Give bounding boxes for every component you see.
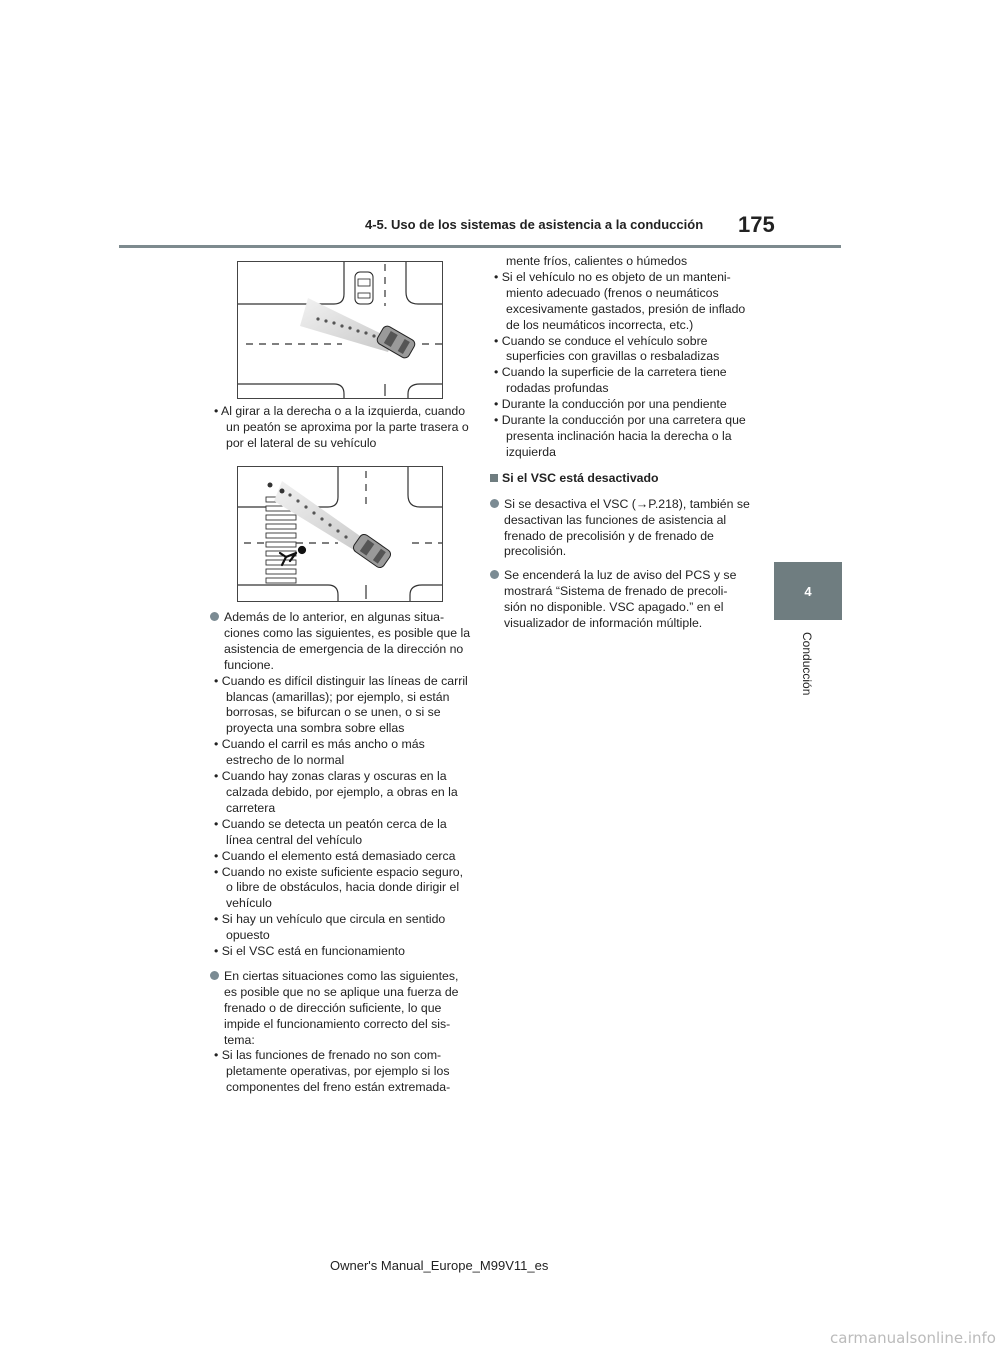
list-item: • Cuando es difícil distinguir las líneas de carril blancas (amarillas); por ejemplo, si están borrosas, se bifurcan o se unen, o si se proyecta una sombra sobre ellas <box>214 673 468 736</box>
list-item: • Cuando hay zonas claras y oscuras en la calzada debido, por ejemplo, a obras en la carretera <box>214 769 458 815</box>
list-item: • Cuando se conduce el vehículo sobre superficies con gravillas o resbaladizas <box>494 333 720 364</box>
bullet-circle-icon <box>210 971 219 980</box>
reference-arrow-icon: → <box>635 496 649 511</box>
chapter-label: Conducción <box>800 632 814 696</box>
list-item: • Durante la conducción por una pendiente <box>494 397 727 412</box>
left-column <box>210 604 472 1096</box>
chapter-tab <box>774 562 842 620</box>
watermark: carmanualsonline.info <box>830 1329 996 1347</box>
continuation-text: mente fríos, calientes o húmedos <box>506 254 688 268</box>
page-number: 175 <box>738 212 775 237</box>
bullet-circle-icon <box>210 612 219 621</box>
footer-manual-id: Owner's Manual_Europe_M99V11_es <box>330 1258 549 1273</box>
section-square-icon <box>490 474 498 482</box>
list-item: • Al girar a la derecha o a la izquierda, cuando un peatón se aproxima por la parte trasera o por el lateral de su vehículo <box>214 404 469 450</box>
circle-point-vsc-2: Se encenderá la luz de aviso del PCS y se mostrará “Sistema de frenado de precoli- sión no disponible. VSC apagado.” en el visualizador de información múltiple. <box>490 568 752 632</box>
circle-point-2: En ciertas situaciones como las siguientes, es posible que no se aplique una fuerza de frenado o de dirección suficiente, lo que impide el funcionamiento correcto del sis- tema: <box>210 969 472 1049</box>
list-item: • Si el VSC está en funcionamiento <box>214 944 405 959</box>
figure-turning-car <box>237 261 443 399</box>
list-item: • Cuando el carril es más ancho o más estrecho de lo normal <box>214 737 425 768</box>
list-item: • Cuando no existe suficiente espacio seguro, o libre de obstáculos, hacia donde dirigir el vehículo <box>214 864 464 911</box>
list-item: • Si las funciones de frenado no son com- pletamente operativas, por ejemplo si los componentes del freno están extremada- <box>214 1048 451 1095</box>
list-item: • Si el vehículo no es objeto de un manteni- miento adecuado (frenos o neumáticos excesivamente gastados, presión de inflado de los neumáticos incorrecta, etc.) <box>494 269 746 332</box>
page-reference-link[interactable]: P.218 <box>648 496 679 511</box>
circle-point-1: Además de lo anterior, en algunas situa- ciones como las siguientes, es posible que la asistencia de emergencia de la dirección no funcione. <box>210 610 472 674</box>
section-heading: Si el VSC está desactivado <box>490 471 752 487</box>
list-item: • Si hay un vehículo que circula en sentido opuesto <box>214 912 446 943</box>
figure-pedestrian-crossing <box>237 466 443 602</box>
list-item: • Durante la conducción por una carretera que presenta inclinación hacia la derecha o la izquierda <box>494 413 746 459</box>
circle-point-vsc-1: Si se desactiva el VSC (→P.218), también se desactivan las funciones de asistencia al frenado de precolisión y de frenado de precolisión. <box>490 497 752 561</box>
list-item: • Cuando la superficie de la carretera tiene rodadas profundas <box>494 365 727 396</box>
header-divider <box>119 245 841 248</box>
chapter-number: 4 <box>804 583 812 599</box>
bullet-circle-icon <box>490 570 499 579</box>
left-column-top <box>210 404 472 452</box>
right-column <box>490 254 752 632</box>
list-item: • Cuando el elemento está demasiado cerca <box>214 848 456 863</box>
section-title: 4-5. Uso de los sistemas de asistencia a la conducción <box>365 217 704 232</box>
bullet-circle-icon <box>490 499 499 508</box>
list-item: • Cuando se detecta un peatón cerca de la línea central del vehículo <box>214 816 447 847</box>
